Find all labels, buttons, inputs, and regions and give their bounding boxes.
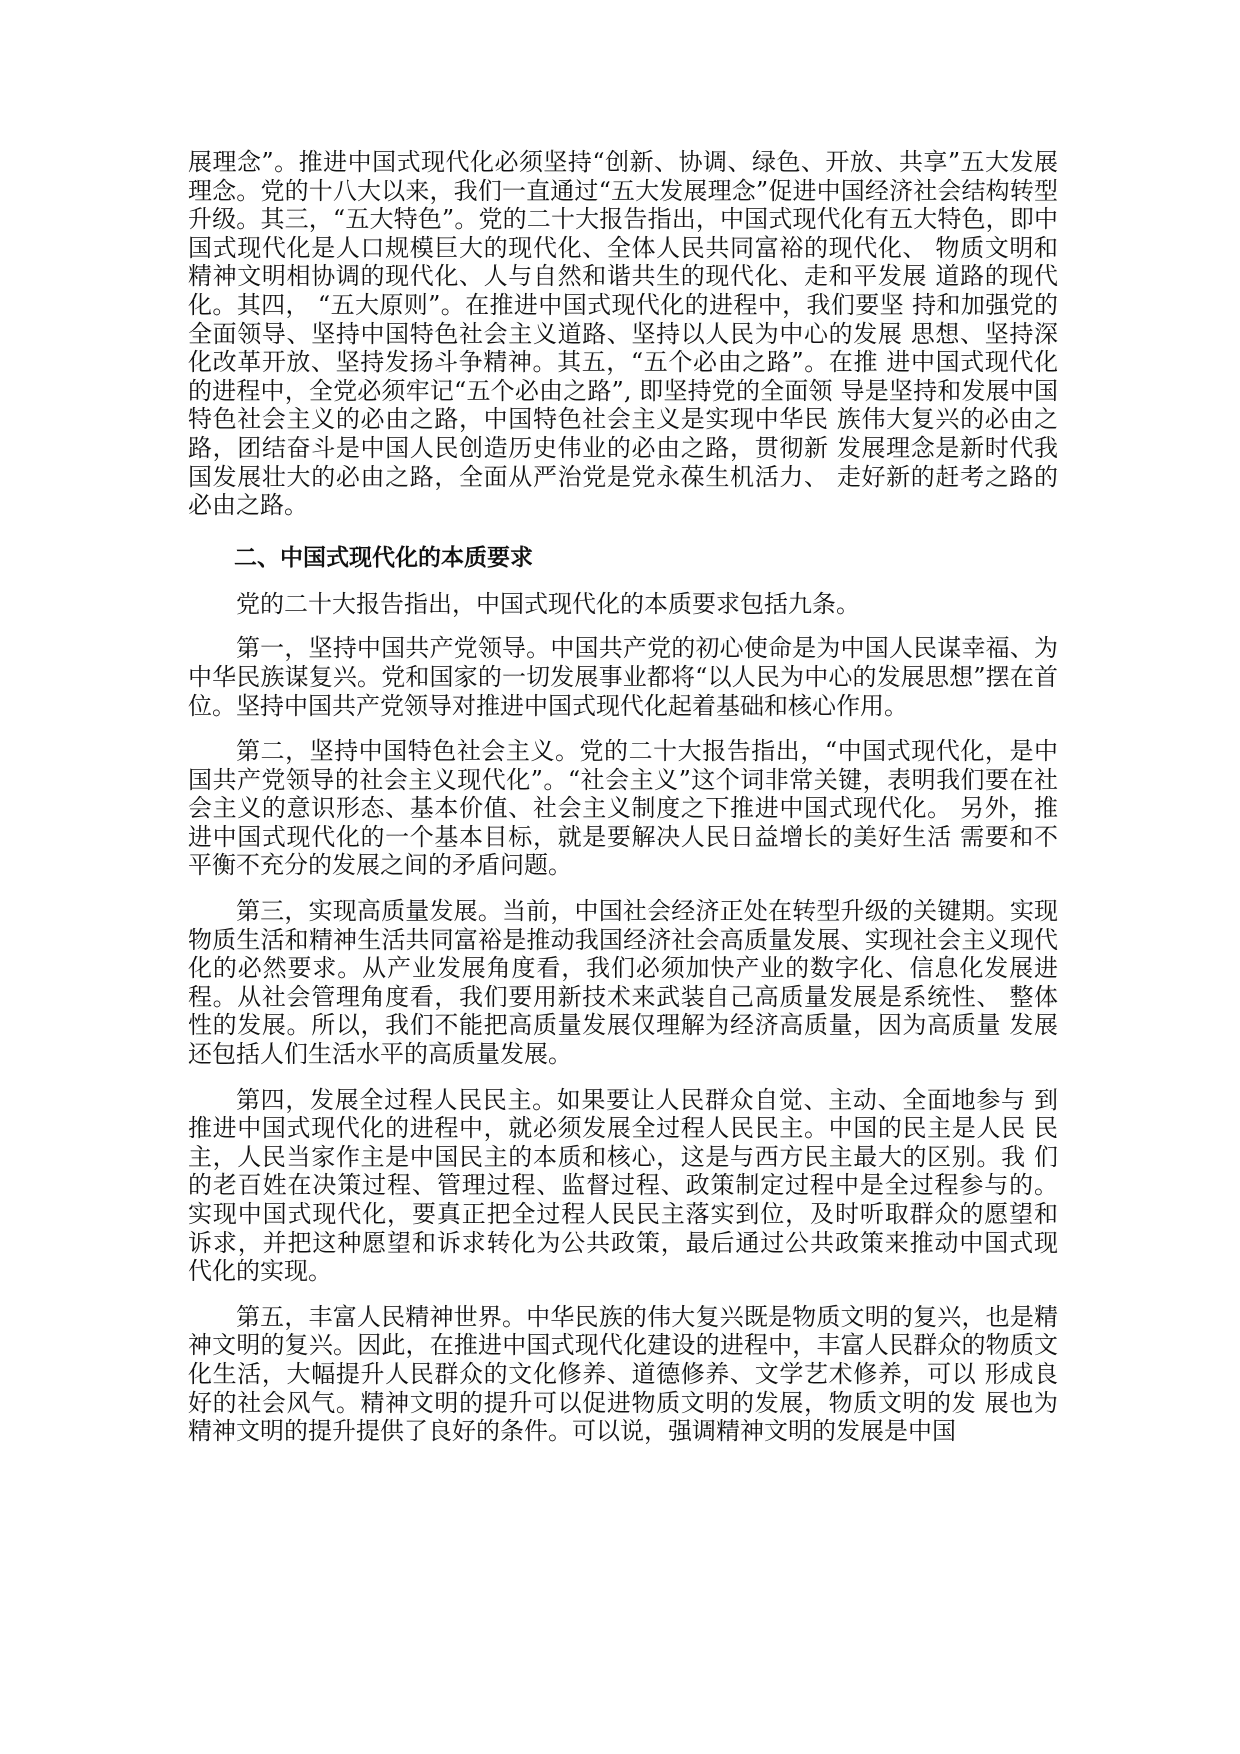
lead-paragraph: 展理念”。推进中国式现代化必须坚持“创新、协调、绿色、开放、共享”五大发展理念。党的十八大以来，我们一直通过“五大发展理念”促进中国经济社会结构转型升级。其三，“五大特色”。党的二十大报告指出，中国式现代化有五大特色，即中国式现代化是人口规模巨大的现代化、全体人民共同富裕的现代化、 物质文明和精神文明相协调的现代化、人与自然和谐共生的现代化、走和平发展 道路的现代化。其四， “五大原则”。在推进中国式现代化的进程中，我们要坚 持和加强党的全面领导、坚持中国特色社会主义道路、坚持以人民为中心的发展 思想、坚持深化改革开放、坚持发扬斗争精神。其五，“五个必由之路”。在推 进中国式现代化的进程中，全党必须牢记“五个必由之路”, 即坚持党的全面领 导是坚持和发展中国特色社会主义的必由之路，中国特色社会主义是实现中华民 族伟大复兴的必由之路，团结奋斗是中国人民创造历史伟业的必由之路，贯彻新 发展理念是新时代我国发展壮大的必由之路，全面从严治党是党永葆生机活力、 走好新的赶考之路的必由之路。 <box>188 148 1058 520</box>
intro-paragraph: 党的二十大报告指出，中国式现代化的本质要求包括九条。 <box>236 589 860 618</box>
section-heading: 二、中国式现代化的本质要求 <box>234 544 533 571</box>
paragraph-5: 第五，丰富人民精神世界。中华民族的伟大复兴既是物质文明的复兴，也是精神文明的复兴。因此，在推进中国式现代化建设的进程中，丰富人民群众的物质文化生活，大幅提升人民群众的文化修养、道德修养、文学艺术修养，可以 形成良好的社会风气。精神文明的提升可以促进物质文明的发展，物质文明的发 展也为精神文明的提升提供了良好的条件。可以说，强调精神文明的发展是中国 <box>188 1302 1058 1446</box>
document-page <box>188 148 1058 1463</box>
paragraph-2: 第二，坚持中国特色社会主义。党的二十大报告指出，“中国式现代化，是中国共产党领导的社会主义现代化”。“社会主义”这个词非常关键，表明我们要在社会主义的意识形态、基本价值、社会主义制度之下推进中国式现代化。 另外，推进中国式现代化的一个基本目标，就是要解决人民日益增长的美好生活 需要和不平衡不充分的发展之间的矛盾问题。 <box>188 737 1058 880</box>
paragraph-1: 第一，坚持中国共产党领导。中国共产党的初心使命是为中国人民谋幸福、为中华民族谋复兴。党和国家的一切发展事业都将“以人民为中心的发展思想”摆在首位。坚持中国共产党领导对推进中国式现代化起着基础和核心作用。 <box>188 634 1058 720</box>
paragraph-3: 第三，实现高质量发展。当前，中国社会经济正处在转型升级的关键期。实现物质生活和精神生活共同富裕是推动我国经济社会高质量发展、实现社会主义现代化的必然要求。从产业发展角度看，我们必须加快产业的数字化、信息化发展进程。从社会管理角度看，我们要用新技术来武装自己高质量发展是系统性、 整体性的发展。所以，我们不能把高质量发展仅理解为经济高质量，因为高质量 发展还包括人们生活水平的高质量发展。 <box>188 897 1058 1069</box>
paragraph-4: 第四，发展全过程人民民主。如果要让人民群众自觉、主动、全面地参与 到推进中国式现代化的进程中，就必须发展全过程人民民主。中国的民主是人民 民主，人民当家作主是中国民主的本质和核心，这是与西方民主最大的区别。我 们的老百姓在决策过程、管理过程、监督过程、政策制定过程中是全过程参与的。 实现中国式现代化，要真正把全过程人民民主落实到位，及时听取群众的愿望和 诉求，并把这种愿望和诉求转化为公共政策，最后通过公共政策来推动中国式现 代化的实现。 <box>188 1085 1058 1286</box>
